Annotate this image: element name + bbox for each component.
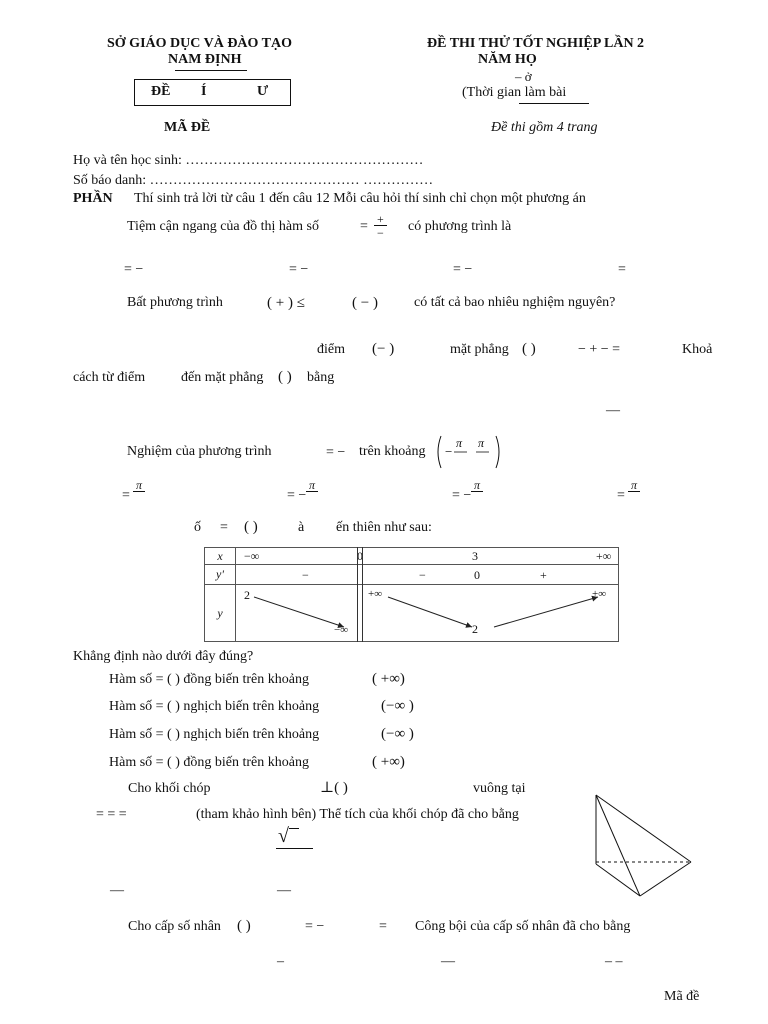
q4-minus: − [445,444,453,459]
q7-option-b: — [441,954,455,969]
q4-pi-2: π [478,436,485,450]
q5-option-b: Hàm số = ( ) nghịch biến trên khoảng [109,699,320,714]
q3-option-d: — [606,403,620,418]
q4-b-den [306,491,318,505]
vt-yp-2: − [419,568,426,582]
q4-b-pi: π [309,478,316,492]
q3-line2-paren: ( ) [278,369,292,385]
pyramid-edge-bc [640,862,691,896]
q7-option-a: – [277,954,284,969]
q6-option-a: — [110,883,124,898]
q7-text-after: Công bội của cấp số nhân đã cho bằng [415,919,631,934]
official-box-text-2: Í [201,84,207,99]
q3-plane-equation: − + − = [578,342,621,357]
q5-option-c: Hàm số = ( ) nghịch biến trên khoảng [109,727,320,742]
vt-y-row [236,585,619,642]
vt-y-5: +∞ [592,588,607,600]
q4-text: Nghiệm của phương trình [127,444,272,459]
q6-perp: ⊥( ) [320,780,348,796]
q5-option-c-interval: (−∞ ) [381,726,414,742]
q7-eq1: = − [305,919,325,934]
vt-y-2: −∞ [334,624,349,636]
vt-arrow-down-2 [388,597,472,627]
q4-interval [434,434,504,470]
q7-eq2: = [379,919,387,934]
q1-eq: = [360,219,368,234]
exam-title: ĐỀ THI THỬ TỐT NGHIỆP LẦN 2 [427,36,645,51]
q4-option-a-frac [133,479,145,505]
q6-text-a: Cho khối chóp [128,781,211,796]
vt-yp-1: − [302,568,309,582]
q7-option-c: – – [605,954,623,969]
vt-x-3: 3 [472,549,478,563]
q4-d-pi: π [631,478,638,492]
student-id-field: Số báo danh: ……………………………………… …………… [73,173,434,188]
q6-sqrt-bar [289,828,299,829]
vt-arrows [236,585,620,642]
footer-exam-code: Mã đề [664,989,700,1004]
vt-yp-4: + [540,568,547,582]
variation-table [204,547,619,642]
q2-text: Bất phương trình [127,295,223,310]
q1-option-b: = − [289,262,309,277]
q2-rhs: ( − ) [352,295,378,311]
q4-interval-text: trên khoảng [359,444,426,459]
q4-eq: = − [326,445,346,460]
q2-text-after: có tất cả bao nhiêu nghiệm nguyên? [414,295,616,310]
vt-yp-3: 0 [474,568,480,582]
province-name: NAM ĐỊNH [168,52,242,67]
exam-duration: (Thời gian làm bài [462,85,567,100]
q4-option-c: = − [452,488,472,503]
vt-y-label: y [205,585,236,642]
part-instruction: Thí sinh trả lời từ câu 1 đến câu 12 Mỗi câu hỏi thí sinh chỉ chọn một phương án [134,191,586,206]
q1-option-a: = − [124,262,144,277]
q5-option-a: Hàm số = ( ) đồng biến trên khoảng [109,672,309,687]
q3-plane-paren: ( ) [522,341,536,357]
q2-lhs: ( + ) ≤ [267,295,305,311]
q1-frac-num: + [377,212,384,226]
q5-paren: ( ) [244,519,258,535]
q5-question: Khẳng định nào dưới đây đúng? [73,649,254,664]
vt-yprime-label: y' [205,565,236,585]
q3-line2-c: bằng [307,370,335,385]
official-box-text-1: ĐỀ [151,84,171,99]
q5-text-b: à [298,520,305,535]
vt-arrow-down-1 [254,597,344,627]
q6-text-b: vuông tại [473,781,526,796]
vt-y-4: 2 [472,622,478,636]
q3-plane-label: mặt phẳng [450,342,509,357]
vt-x-1: −∞ [244,549,260,563]
q5-option-b-interval: (−∞ ) [381,698,414,714]
q4-c-pi: π [474,478,481,492]
q6-frac-bar [276,848,313,849]
exam-code-label: MÃ ĐỀ [164,120,211,135]
q4-a-den [133,491,145,505]
q4-d-den [628,491,640,505]
part-label: PHẦN [73,191,113,206]
q3-line2-a: cách từ điểm [73,370,146,385]
vt-double-bar [357,547,363,642]
q4-option-b-frac [306,479,318,505]
vt-x-2: 0 [357,549,363,563]
q7-paren: ( ) [237,918,251,934]
q5-option-d-interval: ( +∞) [372,754,405,770]
q4-c-den [471,491,483,505]
duration-underline [519,103,589,104]
q1-frac-den: − [374,225,387,239]
q3-text-wrap: Khoả [682,342,713,357]
q7-text: Cho cấp số nhân [128,919,221,934]
q6-line2-text: (tham khảo hình bên) Thể tích của khối chóp đã cho bằng [196,807,519,822]
pages-note: Đề thi gồm 4 trang [491,120,598,135]
vt-x-row [236,548,619,565]
q4-option-d: = [617,488,625,503]
q4-pi-1: π [456,436,463,450]
q4-option-a: = [122,488,130,503]
province-underline [175,70,247,71]
q5-option-a-interval: ( +∞) [372,671,405,687]
q4-option-c-frac [471,479,483,505]
q5-option-d: Hàm số = ( ) đồng biến trên khoảng [109,755,309,770]
q5-text-a: ố [194,520,201,535]
q6-line2-eqs: = = = [96,807,127,822]
q6-option-b: — [277,883,291,898]
q1-text: Tiệm cận ngang của đồ thị hàm số [127,219,319,234]
vt-y-1: 2 [244,588,250,602]
pyramid-figure [590,790,696,900]
school-year: NĂM HỌ [478,52,537,67]
q5-text-c: ến thiên như sau: [336,520,432,535]
q1-fraction [374,213,387,239]
q1-text-after: có phương trình là [408,219,512,234]
q3-line2-b: đến mặt phẳng [181,370,264,385]
q1-option-d: = [618,262,626,277]
vt-yprime-row [236,565,619,585]
vt-x-label: x [205,548,236,565]
student-name-field: Họ và tên học sinh: …………………………………………… [73,153,424,168]
q1-option-c: = − [453,262,473,277]
q5-eq: = [220,520,228,535]
vt-arrow-up [494,597,598,627]
q4-a-pi: π [136,478,143,492]
official-exam-box [134,79,291,106]
department-name: SỞ GIÁO DỤC VÀ ĐÀO TẠO [107,36,293,51]
official-box-text-3: Ư [257,84,269,99]
q4-option-d-frac [628,479,640,505]
q6-sqrt: √ [278,825,289,847]
q4-option-b: = − [287,488,307,503]
vt-x-4: +∞ [596,549,612,563]
vt-y-3: +∞ [368,588,383,600]
q3-point-label: điểm [317,342,345,357]
q3-point: (− ) [372,341,395,357]
school-year-suffix: – ở [515,69,532,84]
